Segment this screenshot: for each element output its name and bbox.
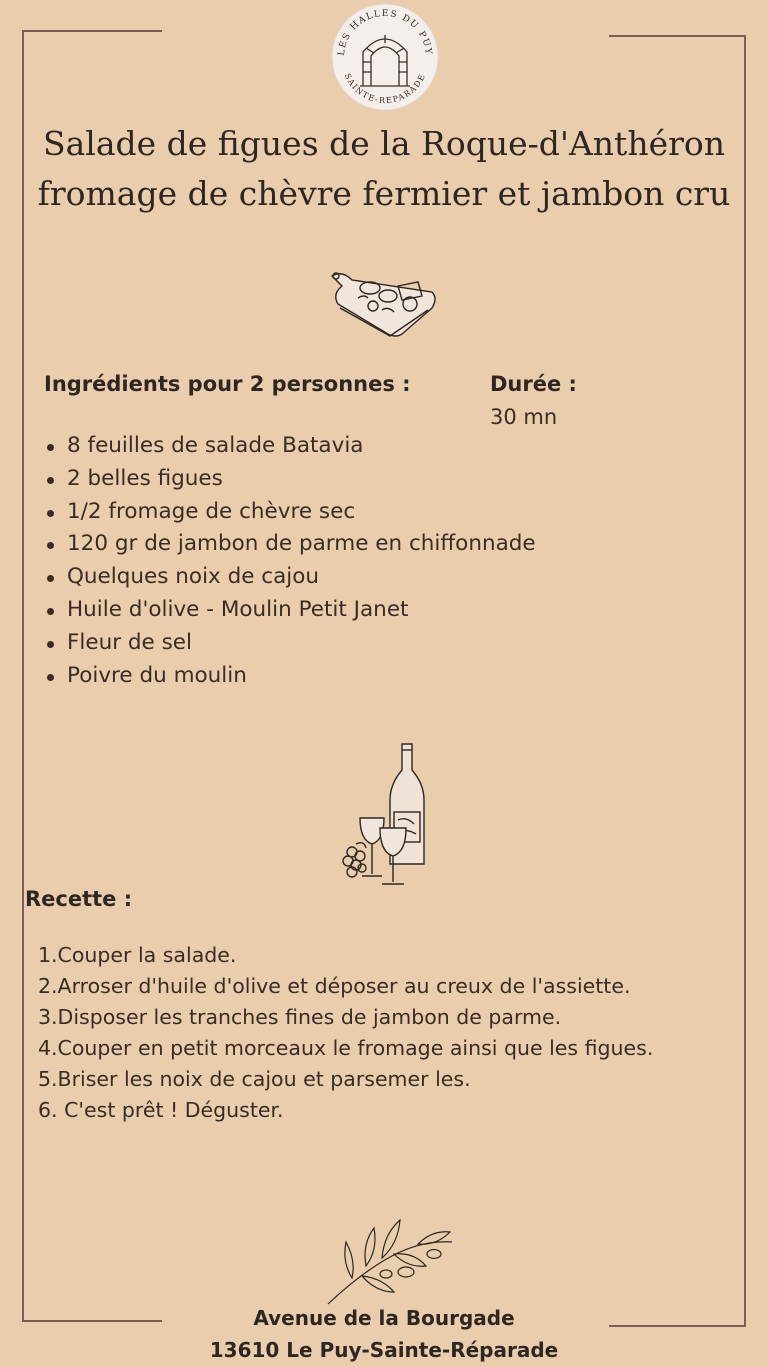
footer-address-line-1: Avenue de la Bourgade — [253, 1306, 515, 1330]
recipe-step: 4.Couper en petit morceaux le fromage ainsi que les figues. — [38, 1036, 654, 1060]
duration-heading: Durée : — [490, 372, 577, 396]
recipe-step: 6. C'est prêt ! Déguster. — [38, 1098, 284, 1122]
charcuterie-board-illustration — [328, 264, 440, 338]
logo — [330, 2, 440, 112]
recipe-step: 5.Briser les noix de cajou et parsemer les. — [38, 1067, 471, 1091]
ingredient-item: 120 gr de jambon de parme en chiffonnade — [44, 528, 536, 561]
recipe-step: 3.Disposer les tranches fines de jambon de parme. — [38, 1005, 562, 1029]
wine-bottle-glasses-illustration — [340, 740, 432, 890]
frame-right — [744, 35, 746, 1327]
recipe-step: 1.Couper la salade. — [38, 943, 237, 967]
frame-top-right — [609, 35, 746, 37]
ingredient-item: 2 belles figues — [44, 463, 536, 496]
duration-value: 30 mn — [490, 405, 558, 429]
ingredient-item: Quelques noix de cajou — [44, 561, 536, 594]
ingredient-item: 1/2 fromage de chèvre sec — [44, 496, 536, 529]
logo-ring-bottom: SAINTE-REPARADE — [342, 71, 428, 106]
ingredients-list — [44, 430, 536, 692]
recipe-step: 2.Arroser d'huile d'olive et déposer au creux de l'assiette. — [38, 974, 631, 998]
frame-left — [22, 30, 24, 1322]
ingredient-item: Poivre du moulin — [44, 660, 536, 693]
ingredients-heading: Ingrédients pour 2 personnes : — [44, 372, 411, 396]
ingredient-item: Fleur de sel — [44, 627, 536, 660]
olive-branch-illustration — [322, 1212, 458, 1306]
ingredient-item: Huile d'olive - Moulin Petit Janet — [44, 594, 536, 627]
recipe-steps — [38, 940, 653, 1126]
footer-address-line-2: 13610 Le Puy-Sainte-Réparade — [209, 1338, 559, 1362]
recipe-heading: Recette : — [25, 887, 133, 911]
ingredient-item: 8 feuilles de salade Batavia — [44, 430, 536, 463]
recipe-title-line-1: Salade de figues de la Roque-d'Anthéron — [43, 124, 725, 163]
logo-ring-top: LES HALLES DU PUY — [336, 8, 434, 57]
recipe-title-line-2: fromage de chèvre fermier et jambon cru — [37, 174, 731, 213]
frame-top-left — [22, 30, 162, 32]
